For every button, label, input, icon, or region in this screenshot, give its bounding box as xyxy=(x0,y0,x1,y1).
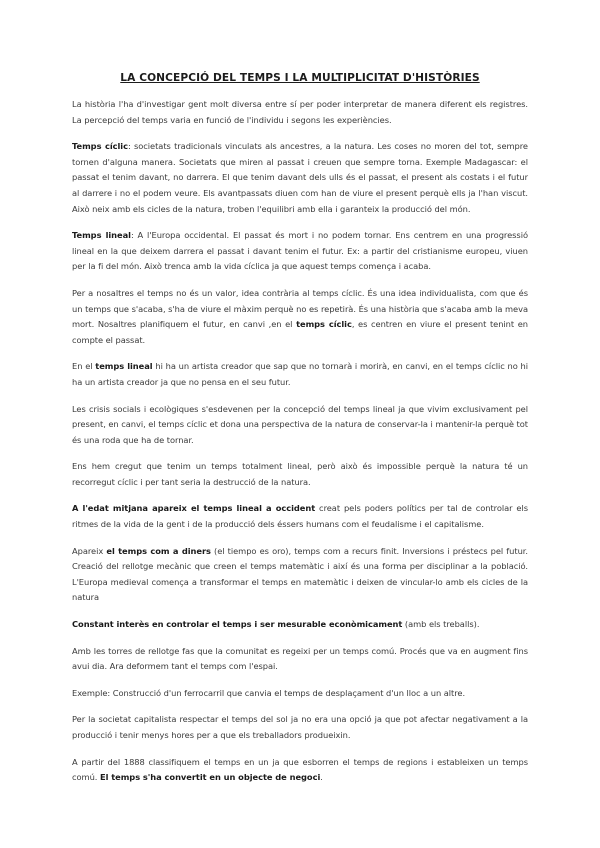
paragraph-crisis xyxy=(72,402,528,449)
paragraph-text: Exemple: Construcció d'un ferrocarril que canvia el temps de desplaçament d'un lloc a un altre. xyxy=(72,687,466,698)
term-objecte-negoci: El temps s'ha convertit en un objecte de negoci xyxy=(99,772,321,783)
paragraph-text: Ens hem cregut que tenim un temps totalment lineal, però això és impossible perquè la natura té un recorregut cíclic i per tant seria la destrucció de la natura. xyxy=(72,461,528,487)
paragraph-text: A partir del 1888 classifiquem el temps en un ja que esborren el temps de regions i estableixen un temps comú. xyxy=(72,756,528,783)
paragraph-individualisme xyxy=(72,286,528,348)
paragraph-temps-lineal xyxy=(72,228,528,275)
paragraph-text: : A l'Europa occidental. El passat és mort i no podem tornar. Ens centrem en una progressió lineal en la que deixem darrera el passat i davant tenim el futur. Ex: a partir del cristianisme europeu, viuen per la fi del món. Això trenca amb la vida cíclica ja que aquest temps comença i acaba. xyxy=(72,230,528,272)
paragraph-control-temps xyxy=(72,617,528,633)
term-control-temps: Constant interès en controlar el temps i ser mesurable econòmicament xyxy=(72,619,403,630)
paragraph-text: Per a nosaltres el temps no és un valor, idea contrària al temps cíclic. És una idea individualista, com que és un temps que s'acaba, s'ha de viure el màxim perquè no es repetirà. És una història que s'acaba amb la meva mort. Nosaltres planifiquem el futur, en canvi ,en el xyxy=(72,287,528,330)
paragraph-text: Les crisis socials i ecològiques s'esdevenen per la concepció del temps lineal ja que vivim exclusivament pel present, en canvi, el temps cíclic et dona una perspectiva de la natura de conservar-la i mantenir-la perquè tot és una roda que ha de tornar. xyxy=(72,403,528,445)
paragraph-torres-rellotge xyxy=(72,644,528,675)
document-body xyxy=(72,97,528,797)
paragraph-intro xyxy=(72,97,528,128)
paragraph-temps-ciclic xyxy=(72,139,528,217)
paragraph-temps-diners xyxy=(72,544,528,606)
paragraph-capitalisme xyxy=(72,712,528,743)
term-temps-lineal: Temps lineal xyxy=(72,230,131,241)
term-temps-diners: el temps com a diners xyxy=(106,545,211,556)
term-temps-lineal: temps lineal xyxy=(95,361,153,372)
term-temps-ciclic: temps cíclic xyxy=(296,319,352,330)
document-title: LA CONCEPCIÓ DEL TEMPS I LA MULTIPLICITAT D'HISTÒRIES xyxy=(120,72,480,84)
term-temps-ciclic: Temps cíclic xyxy=(72,141,128,152)
paragraph-text: (amb els treballs). xyxy=(402,619,480,630)
paragraph-text: (el tiempo es oro), temps com a recurs finit. Inversions i préstecs pel futur. Creació del rellotge mecànic que creen el temps matemàtic i així és una forma per disciplinar a la població. L'Europa medieval comença a transformar el temps en matemàtic i deixen de vincular-lo amb els cicles de la natura xyxy=(72,545,528,603)
paragraph-text: En el xyxy=(72,361,96,372)
paragraph-text: Amb les torres de rellotge fas que la comunitat es regeixi per un temps comú. Procés que va en augment fins avui dia. Ara deformem tant el temps com l'espai. xyxy=(72,645,528,672)
paragraph-natura xyxy=(72,459,528,490)
paragraph-text: Apareix xyxy=(72,545,107,556)
paragraph-text: Per la societat capitalista respectar el temps del sol ja no era una opció ja que pot afectar negativament a la producció i tenir menys hores per a que els treballadors produeixin. xyxy=(72,714,528,740)
paragraph-text: : societats tradicionals vinculats als ancestres, a la natura. Les coses no moren del tot, sempre tornen d'alguna manera. Societats que miren al passat i creuen que sempre torna. Exemple Madagascar: el passat el tenim davant, no darrera. El que tenim davant dels ulls és el passat, el present als costats i el futur al darrere i no el podem veure. Els avantpassats diuen com han de viure el present perquè ells ja l'han viscut. Això neix amb els cicles de la natura, troben l'equilibri amb ella i garanteix la producció del món. xyxy=(72,141,528,214)
paragraph-text: , es centren en viure el present tenint en compte el passat. xyxy=(72,319,528,345)
paragraph-artista xyxy=(72,359,528,390)
paragraph-text: . xyxy=(320,772,323,783)
paragraph-text: hi ha un artista creador que sap que no tornarà i morirà, en canvi, en el temps cíclic no hi ha un artista creador ja que no pensa en el seu futur. xyxy=(72,361,529,387)
paragraph-text: La història l'ha d'investigar gent molt diversa entre sí per poder interpretar de manera diferent els registres. La percepció del temps varia en funció de l'individu i segons les experiències. xyxy=(72,99,528,125)
paragraph-1888 xyxy=(72,755,528,786)
paragraph-edat-mitjana xyxy=(72,501,528,532)
paragraph-text: creat pels poders polítics per tal de controlar els ritmes de la vida de la gent i de la producció dels éssers humans com el feudalisme i el capitalisme. xyxy=(72,503,528,530)
paragraph-exemple xyxy=(72,686,528,702)
term-edat-mitjana: A l'edat mitjana apareix el temps lineal a occident xyxy=(72,503,316,514)
